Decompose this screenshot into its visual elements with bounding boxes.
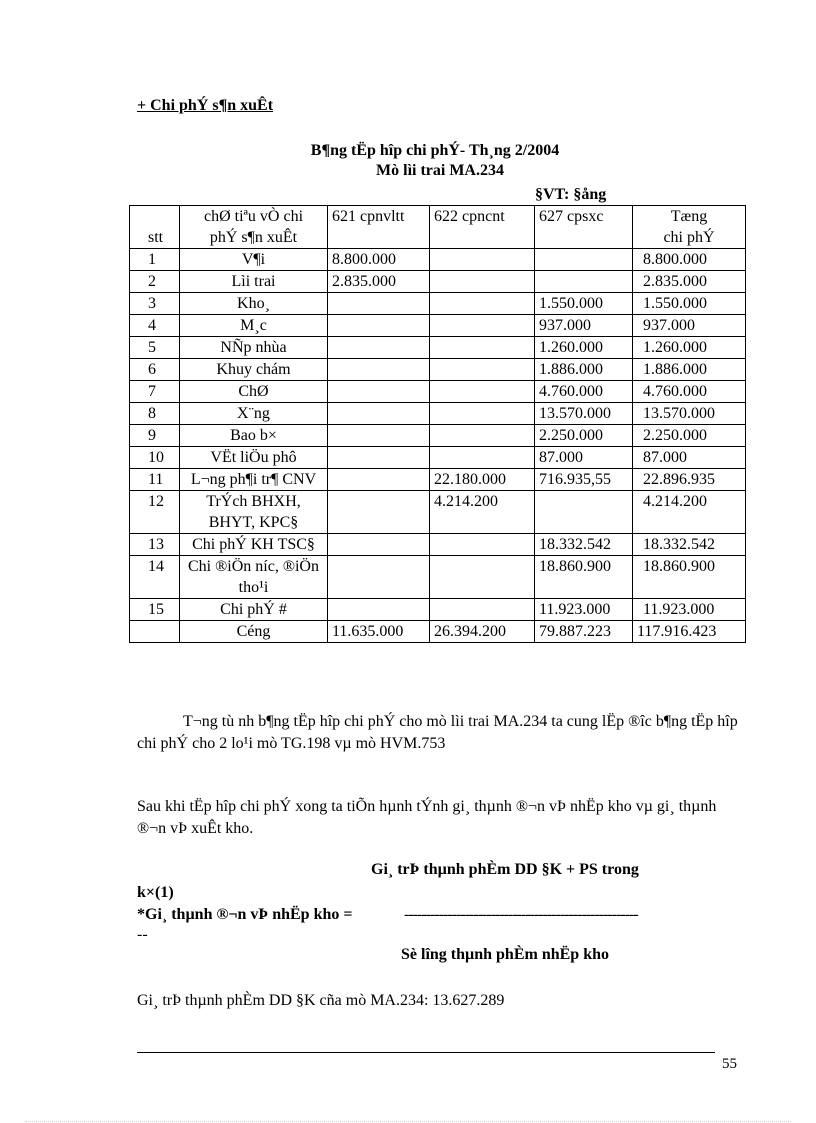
footer-divider (137, 1052, 715, 1053)
cell-c621 (328, 447, 430, 469)
table-row (130, 469, 746, 491)
cell-c622 (430, 359, 535, 381)
cell-c621 (328, 293, 430, 315)
cell-item-name: V¶i (180, 249, 328, 271)
table-row (130, 447, 746, 469)
cell-c622 (430, 425, 535, 447)
cell-c621 (328, 403, 430, 425)
cell-c621 (328, 534, 430, 556)
cell-stt: 11 (130, 469, 180, 491)
cell-c621 (328, 599, 430, 621)
cell-c627: 18.332.542 (535, 534, 633, 556)
cell-c622 (430, 447, 535, 469)
cell-item-name: M¸c (180, 315, 328, 337)
sum-total: 117.916.423 (633, 621, 746, 643)
cell-item-name: Bao b× (180, 425, 328, 447)
cell-item-name: Chi ®iÖn níc, ®iÖn tho¹i (180, 556, 328, 599)
header-total-line-2: chi phÝ (663, 229, 715, 246)
cell-c621 (328, 359, 430, 381)
table-subtitle: Mò lìi trai MA.234 (376, 162, 504, 179)
cell-stt: 5 (130, 337, 180, 359)
header-stt: stt (130, 206, 180, 249)
cell-c622 (430, 337, 535, 359)
table-row (130, 249, 746, 271)
cell-c622 (430, 315, 535, 337)
cell-item-name: ChØ (180, 381, 328, 403)
cell-c622: 22.180.000 (430, 469, 535, 491)
cell-c622 (430, 271, 535, 293)
table-row (130, 271, 746, 293)
cell-item-name: Khuy chám (180, 359, 328, 381)
table-row (130, 599, 746, 621)
formula-lhs: *Gi¸ thµnh ®¬n vÞ nhËp kho = (137, 906, 353, 923)
table-title: B¶ng tËp hîp chi phÝ- Th¸ng 2/2004 (310, 142, 560, 159)
cell-c621 (328, 315, 430, 337)
sum-label: Céng (180, 621, 328, 643)
cell-stt: 15 (130, 599, 180, 621)
cell-c627: 87.000 (535, 447, 633, 469)
cell-c627: 716.935,55 (535, 469, 633, 491)
formula-numerator: Gi¸ trÞ thµnh phÈm DD §K + PS trong (371, 861, 639, 878)
cell-total: 1.260.000 (633, 337, 746, 359)
cell-stt: 4 (130, 315, 180, 337)
paragraph-2: Sau khi tËp hîp chi phÝ xong ta tiÕn hµnh tÝnh gi¸ thµnh ®¬n vÞ nhËp kho vµ gi¸ thµnh ®¬n vÞ xuÊt kho. (137, 798, 717, 837)
table-header-row (130, 206, 746, 249)
table-row (130, 556, 746, 599)
cell-c627: 4.760.000 (535, 381, 633, 403)
cell-total: 1.886.000 (633, 359, 746, 381)
cell-c621 (328, 425, 430, 447)
page-number: 55 (722, 1056, 737, 1072)
cell-total: 2.835.000 (633, 271, 746, 293)
cell-c622: 4.214.200 (430, 491, 535, 534)
cell-c627: 18.860.900 (535, 556, 633, 599)
cell-total: 22.896.935 (633, 469, 746, 491)
cell-c621: 2.835.000 (328, 271, 430, 293)
cell-c622 (430, 534, 535, 556)
cell-c627: 2.250.000 (535, 425, 633, 447)
sum-c622: 26.394.200 (430, 621, 535, 643)
cell-stt: 9 (130, 425, 180, 447)
cell-stt: 14 (130, 556, 180, 599)
cell-total: 2.250.000 (633, 425, 746, 447)
table-row (130, 403, 746, 425)
cell-c621 (328, 337, 430, 359)
table-row (130, 359, 746, 381)
cell-item-name: Chi phÝ # (180, 599, 328, 621)
cell-stt: 8 (130, 403, 180, 425)
cell-total: 18.860.900 (633, 556, 746, 599)
cell-stt-empty (130, 621, 180, 643)
unit-label: §VT: §ång (535, 186, 607, 203)
cell-item-name: X¨ng (180, 403, 328, 425)
paragraph-3: Gi¸ trÞ thµnh phÈm DD §K cña mò MA.234: 13.627.289 (137, 992, 505, 1009)
formula-fraction-line-cont: -- (137, 926, 148, 943)
table-row (130, 534, 746, 556)
table-row (130, 425, 746, 447)
cell-c621: 8.800.000 (328, 249, 430, 271)
cell-c621 (328, 381, 430, 403)
formula-denominator: Sè lîng thµnh phÈm nhËp kho (401, 946, 609, 963)
cell-total: 18.332.542 (633, 534, 746, 556)
cell-total: 8.800.000 (633, 249, 746, 271)
cell-c627 (535, 491, 633, 534)
table-row (130, 293, 746, 315)
cell-c622 (430, 599, 535, 621)
cell-item-name: TrÝch BHXH, BHYT, KPC§ (180, 491, 328, 534)
table-row (130, 381, 746, 403)
header-627: 627 cpsxc (535, 206, 633, 249)
cell-item-name: Chi phÝ KH TSC§ (180, 534, 328, 556)
formula-numerator-cont: k×(1) (137, 884, 174, 901)
cell-stt: 7 (130, 381, 180, 403)
sum-c621: 11.635.000 (328, 621, 430, 643)
table-row (130, 315, 746, 337)
header-item-line-2: phÝ s¶n xuÊt (209, 229, 298, 246)
cell-c627: 13.570.000 (535, 403, 633, 425)
cell-c627: 1.886.000 (535, 359, 633, 381)
cell-c622 (430, 381, 535, 403)
cell-total: 937.000 (633, 315, 746, 337)
cell-total: 4.760.000 (633, 381, 746, 403)
cell-stt: 1 (130, 249, 180, 271)
cell-total: 87.000 (633, 447, 746, 469)
table-row (130, 337, 746, 359)
cell-c622 (430, 403, 535, 425)
cell-c622 (430, 293, 535, 315)
cell-stt: 2 (130, 271, 180, 293)
cell-stt: 13 (130, 534, 180, 556)
table-row (130, 491, 746, 534)
cell-total: 13.570.000 (633, 403, 746, 425)
formula-fraction-line: ------------------------------------------------------ (404, 906, 638, 923)
cell-item-name: VËt liÖu phô (180, 447, 328, 469)
cell-total: 11.923.000 (633, 599, 746, 621)
cell-item-name: NÑp nhùa (180, 337, 328, 359)
cell-stt: 10 (130, 447, 180, 469)
cell-stt: 6 (130, 359, 180, 381)
cell-item-name: Lìi trai (180, 271, 328, 293)
cell-c621 (328, 556, 430, 599)
header-total-line-1: Tæng (670, 208, 708, 225)
cell-c627 (535, 271, 633, 293)
cell-c627 (535, 249, 633, 271)
header-622: 622 cpncnt (430, 206, 535, 249)
cell-total: 4.214.200 (633, 491, 746, 534)
header-item (180, 206, 328, 249)
cell-stt: 3 (130, 293, 180, 315)
cell-item-name: Kho¸ (180, 293, 328, 315)
cell-stt: 12 (130, 491, 180, 534)
cell-total: 1.550.000 (633, 293, 746, 315)
cell-c627: 11.923.000 (535, 599, 633, 621)
paragraph-1: T¬ng tù nh b¶ng tËp hîp chi phÝ cho mò lìi trai MA.234 ta cung lËp ®îc b¶ng tËp hîp chi phÝ cho 2 lo¹i mò TG.198 vµ mò HVM.753 (137, 713, 738, 752)
header-total (633, 206, 746, 249)
section-heading: + Chi phÝ s¶n xuÊt (137, 97, 274, 114)
cell-c627: 1.260.000 (535, 337, 633, 359)
cell-item-name: L¬ng ph¶i tr¶ CNV (180, 469, 328, 491)
cost-summary-table (129, 205, 746, 643)
cell-c627: 937.000 (535, 315, 633, 337)
cell-c627: 1.550.000 (535, 293, 633, 315)
header-item-line-1: chØ tiªu vÒ chi (203, 208, 304, 225)
cell-c621 (328, 491, 430, 534)
page-bottom-border (25, 1121, 791, 1122)
header-621: 621 cpnvltt (328, 206, 430, 249)
table-sum-row (130, 621, 746, 643)
cell-c622 (430, 249, 535, 271)
sum-c627: 79.887.223 (535, 621, 633, 643)
cell-c622 (430, 556, 535, 599)
cell-c621 (328, 469, 430, 491)
